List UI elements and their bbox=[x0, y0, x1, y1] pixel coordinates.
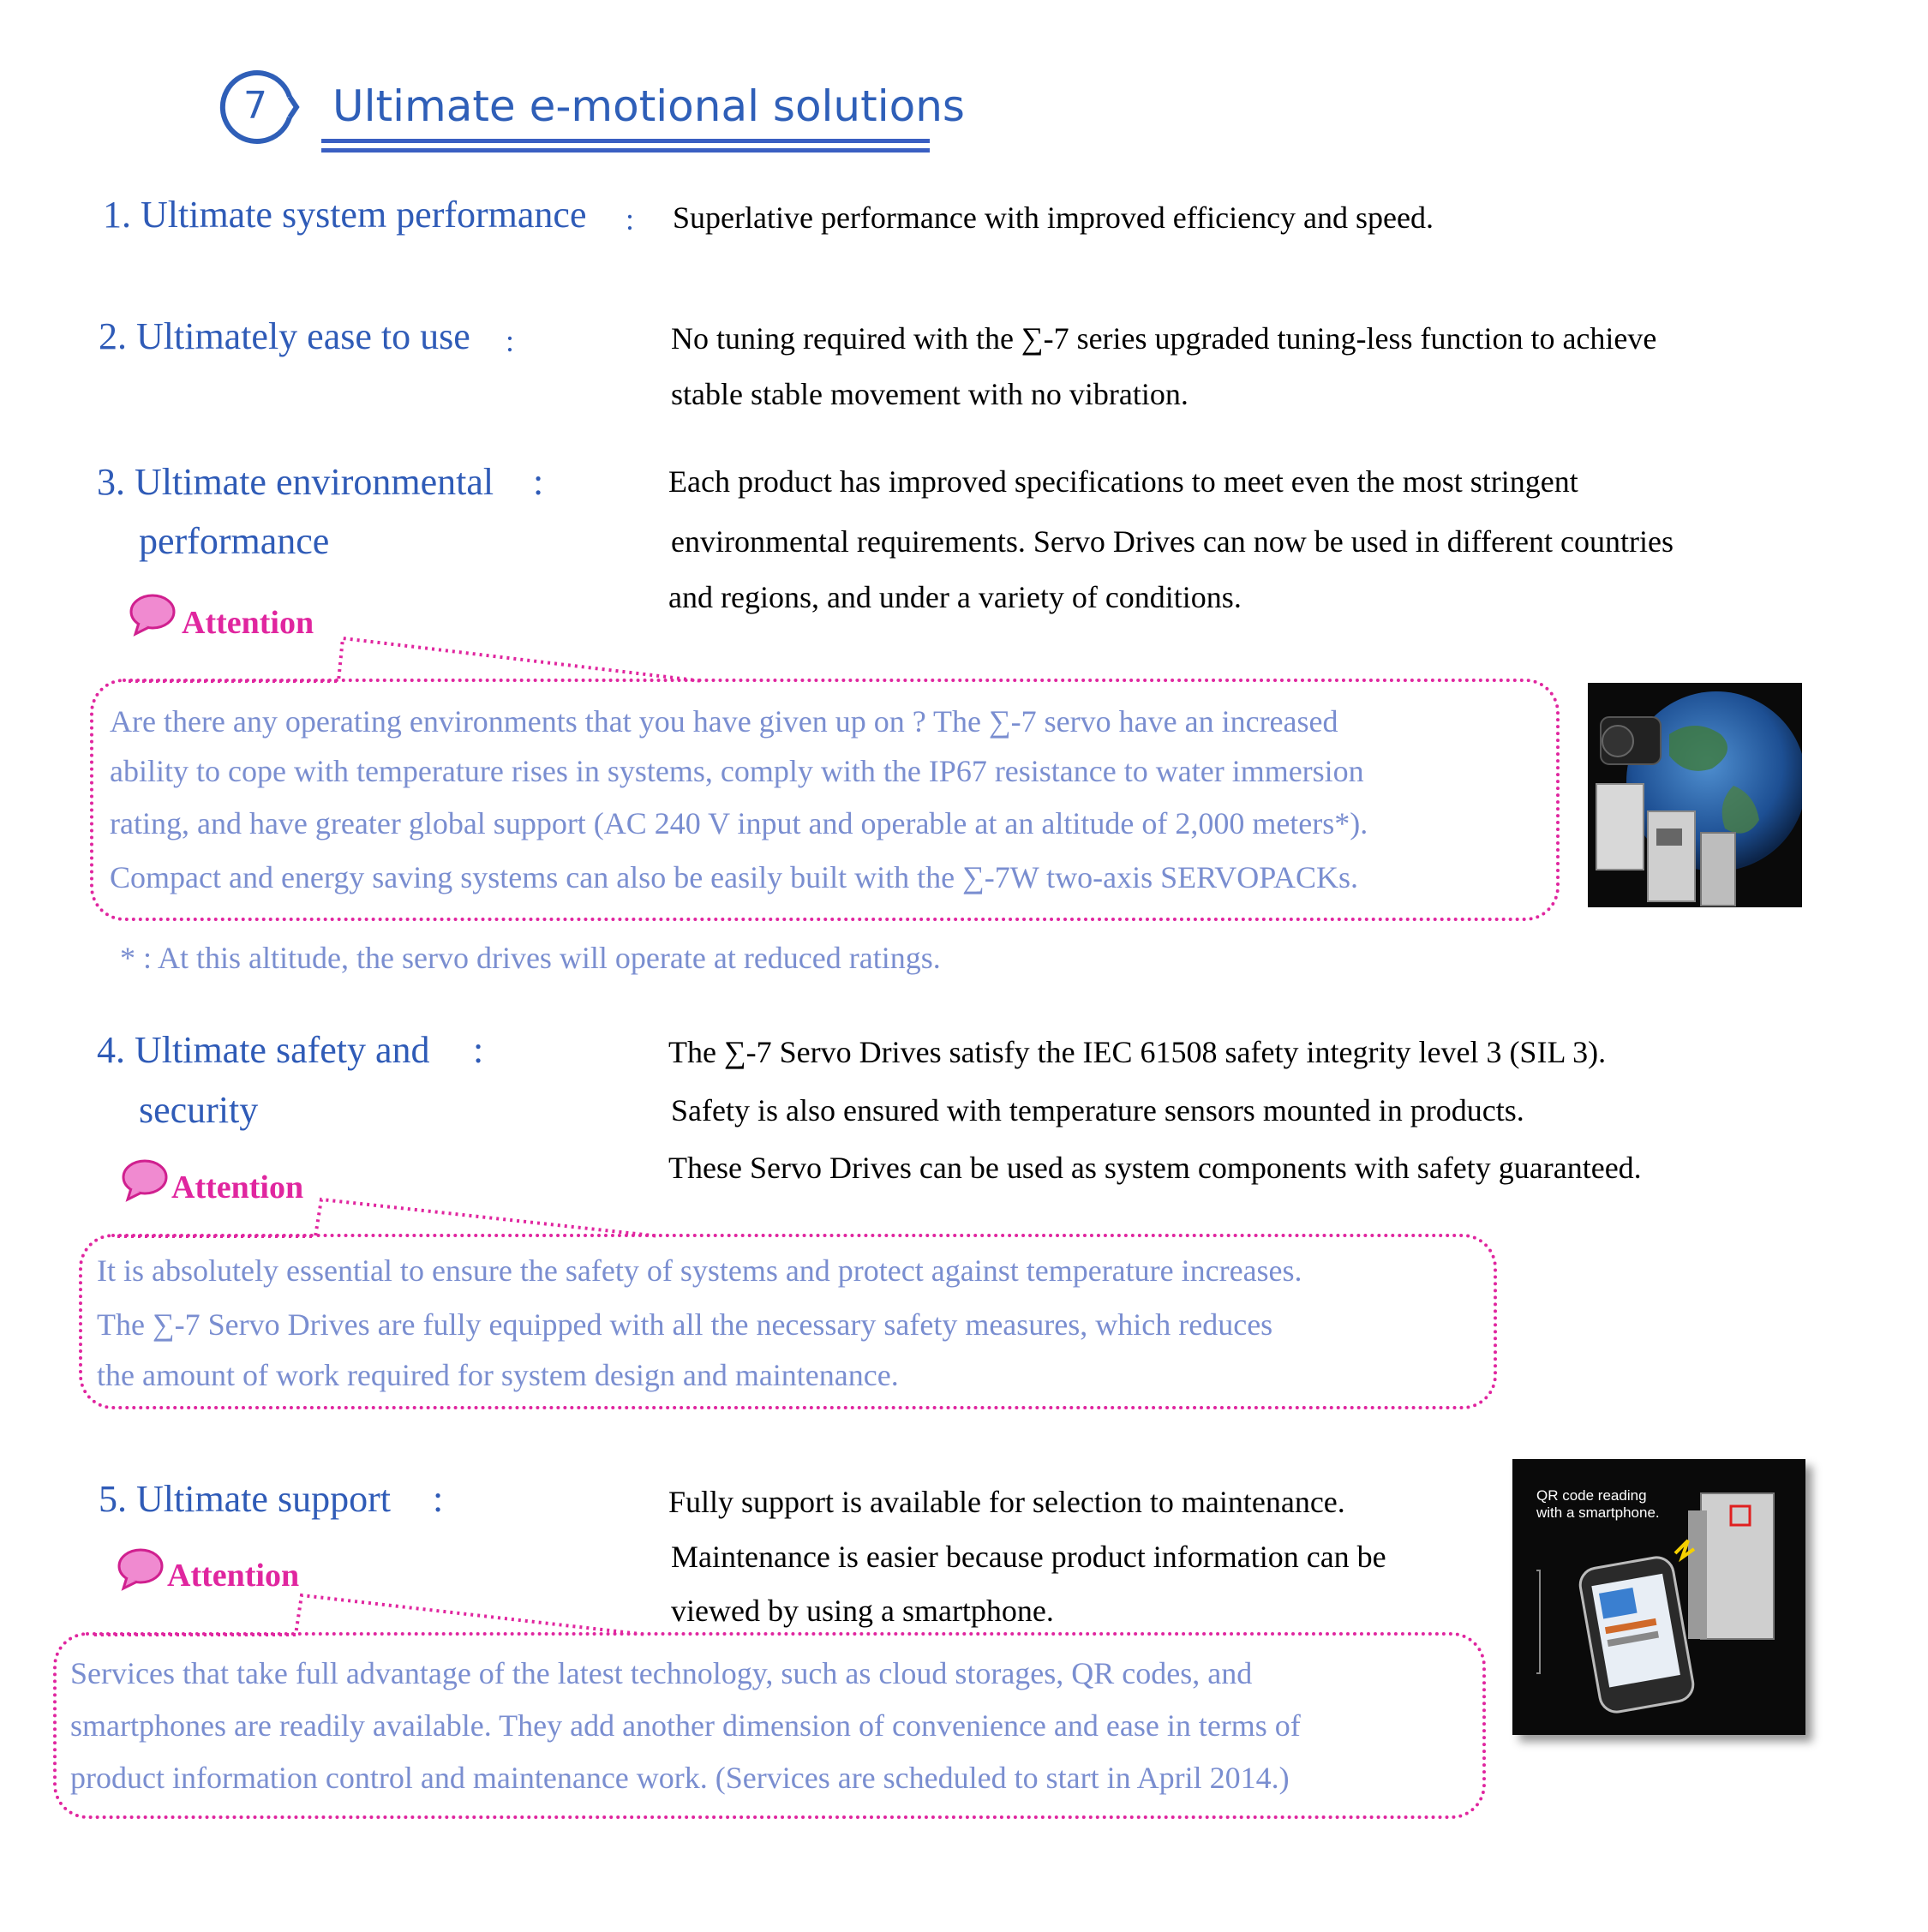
item-2-separator: : bbox=[506, 324, 515, 358]
item-1-description: Superlative performance with improved efficiency and speed. bbox=[673, 200, 1434, 235]
photo-caption: with a smartphone. bbox=[1536, 1504, 1660, 1521]
attention-text-line: It is absolutely essential to ensure the safety of systems and protect against temperature increases. bbox=[97, 1253, 1302, 1288]
attention-label: Attention bbox=[171, 1169, 304, 1205]
attention-label: Attention bbox=[182, 605, 314, 641]
attention-text-line: Are there any operating environments that you have given up on ? The ∑-7 servo have an increased bbox=[110, 704, 1338, 739]
item-5-separator: : bbox=[433, 1478, 444, 1520]
attention-text-line: Services that take full advantage of the latest technology, such as cloud storages, QR codes, and bbox=[70, 1656, 1253, 1690]
attention-text-line: ability to cope with temperature rises in systems, comply with the IP67 resistance to water immersion bbox=[110, 754, 1364, 788]
item-5-description-line: Fully support is available for selection to maintenance. bbox=[668, 1485, 1345, 1519]
item-4-description-line: These Servo Drives can be used as system components with safety guaranteed. bbox=[668, 1151, 1642, 1185]
attention-label: Attention bbox=[167, 1558, 300, 1594]
item-5-description-line: viewed by using a smartphone. bbox=[671, 1594, 1054, 1628]
attention-text-line: rating, and have greater global support (AC 240 V input and operable at an altitude of 2,000 meters*). bbox=[110, 806, 1368, 840]
attention-text-line: Compact and energy saving systems can also be easily built with the ∑-7W two-axis SERVOPACKs. bbox=[110, 860, 1358, 894]
attention-text-line: smartphones are readily available. They add another dimension of convenience and ease in terms of bbox=[70, 1708, 1301, 1743]
item-3-label-line2: performance bbox=[139, 520, 330, 562]
item-4-separator: : bbox=[473, 1029, 484, 1071]
item-4-label-line2: security bbox=[139, 1089, 259, 1131]
item-2-description-line: stable stable movement with no vibration. bbox=[671, 377, 1189, 411]
item-5-description-line: Maintenance is easier because product information can be bbox=[671, 1540, 1386, 1574]
item-5-label: 5. Ultimate support bbox=[99, 1478, 391, 1520]
section-number: 7 bbox=[243, 84, 267, 128]
item-4-description-line: Safety is also ensured with temperature sensors mounted in products. bbox=[671, 1093, 1524, 1127]
item-3-label: 3. Ultimate environmental bbox=[97, 461, 494, 503]
item-2-description-line: No tuning required with the ∑-7 series upgraded tuning-less function to achieve bbox=[671, 321, 1657, 356]
photo-caption: QR code reading bbox=[1536, 1487, 1647, 1504]
item-3-description-line: Each product has improved specifications to meet even the most stringent bbox=[668, 464, 1578, 499]
item-1-label: 1. Ultimate system performance bbox=[103, 194, 587, 236]
page-title: Ultimate e-motional solutions bbox=[332, 81, 965, 131]
item-4-label: 4. Ultimate safety and bbox=[97, 1029, 430, 1071]
item-3-separator: : bbox=[533, 461, 544, 503]
item-4-description-line: The ∑-7 Servo Drives satisfy the IEC 61508 safety integrity level 3 (SIL 3). bbox=[668, 1035, 1607, 1069]
attention-text-line: The ∑-7 Servo Drives are fully equipped with all the necessary safety measures, which reduces bbox=[97, 1307, 1273, 1342]
item-3-description-line: and regions, and under a variety of conditions. bbox=[668, 580, 1242, 614]
attention-text-line: the amount of work required for system design and maintenance. bbox=[97, 1358, 899, 1392]
item-2-label: 2. Ultimately ease to use bbox=[99, 315, 470, 357]
item-1-separator: : bbox=[626, 202, 635, 236]
attention-text-line: product information control and maintenance work. (Services are scheduled to start in April 2014.) bbox=[70, 1761, 1290, 1795]
item-3-description-line: environmental requirements. Servo Drives can now be used in different countries bbox=[671, 524, 1674, 559]
footnote: * : At this altitude, the servo drives will operate at reduced ratings. bbox=[120, 941, 941, 975]
